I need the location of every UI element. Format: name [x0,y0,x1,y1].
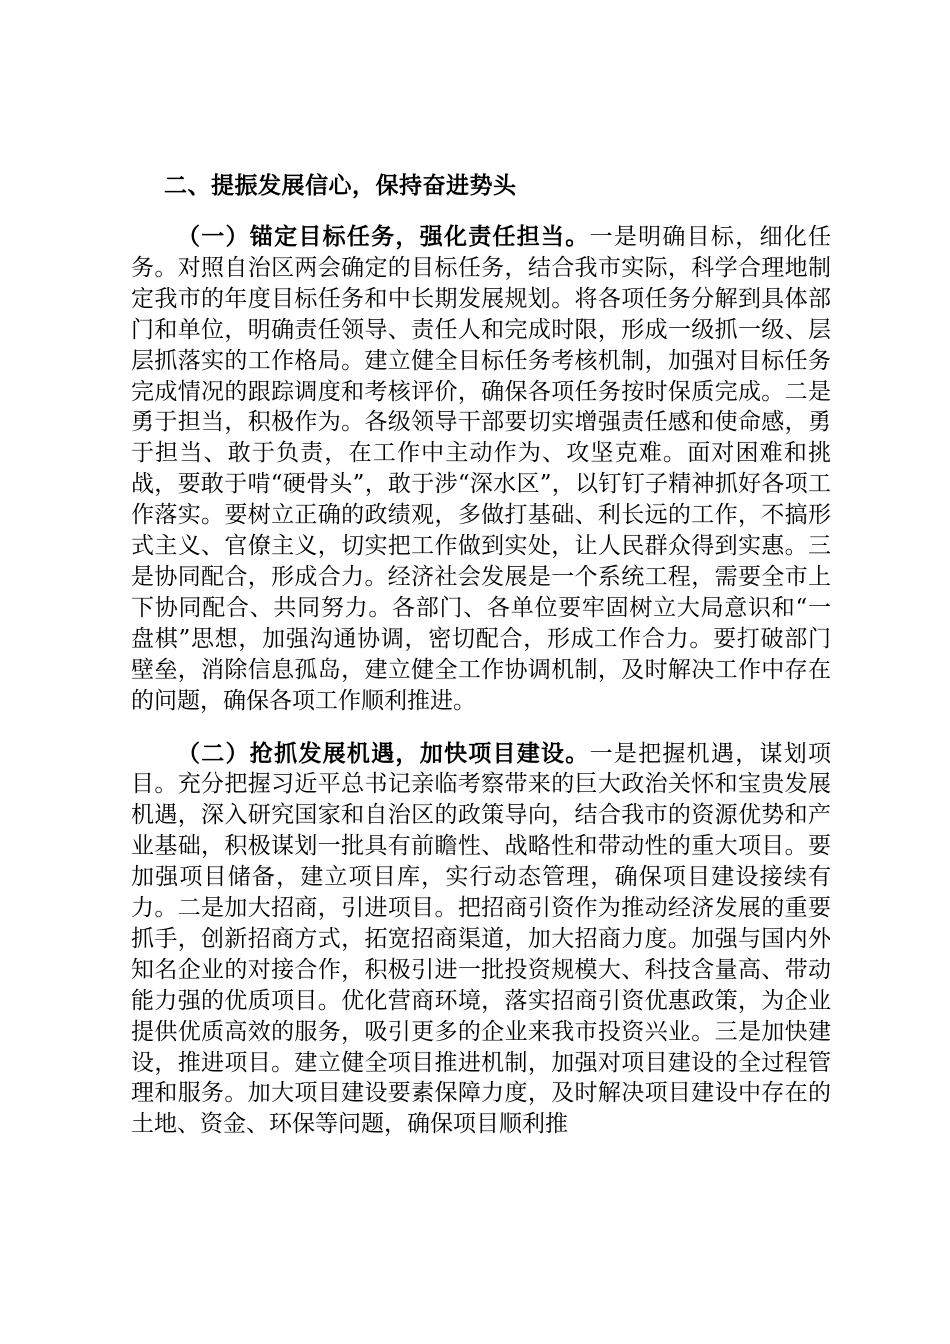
document-page [131,170,831,1140]
paragraph-1-body: 一是明确目标，细化任务。对照自治区两会确定的目标任务，结合我市实际，科学合理地制定我市的年度目标任务和中长期发展规划。将各项任务分解到具体部门和单位，明确责任领导、责任人和完成时限，形成一级抓一级、层层抓落实的工作格局。建立健全目标任务考核机制，加强对目标任务完成情况的跟踪调度和考核评价，确保各项任务按时保质完成。二是勇于担当，积极作为。各级领导干部要切实增强责任感和使命感，勇于担当、敢于负责，在工作中主动作为、攻坚克难。面对困难和挑战，要敢于啃“硬骨头”，敢于涉“深水区”，以钉钉子精神抓好各项工作落实。要树立正确的政绩观，多做打基础、利长远的工作，不搞形式主义、官僚主义，切实把工作做到实处，让人民群众得到实惠。三是协同配合，形成合力。经济社会发展是一个系统工程，需要全市上下协同配合、共同努力。各部门、各单位要牢固树立大局意识和“一盘棋”思想，加强沟通协调，密切配合，形成工作合力。要打破部门壁垒，消除信息孤岛，建立健全工作协调机制，及时解决工作中存在的问题，确保各项工作顺利推进。 [131,224,832,714]
paragraph-1 [131,222,831,717]
paragraph-1-lead: （一）锚定目标任务，强化责任担当。 [177,224,590,250]
section-heading: 二、提振发展信心，保持奋进势头 [164,173,517,199]
paragraph-2-lead: （二）抢抓发展机遇，加快项目建设。 [177,740,590,767]
paragraph-2 [131,739,831,1141]
paragraph-2-body: 一是把握机遇，谋划项目。充分把握习近平总书记亲临考察带来的巨大政治关怀和宝贵发展机遇，深入研究国家和自治区的政策导向，结合我市的资源优势和产业基础，积极谋划一批具有前瞻性、战略性和带动性的重大项目。要加强项目储备，建立项目库，实行动态管理，确保项目建设接续有力。二是加大招商，引进项目。把招商引资作为推动经济发展的重要抓手，创新招商方式，拓宽招商渠道，加大招商力度。加强与国内外知名企业的对接合作，积极引进一批投资规模大、科技含量高、带动能力强的优质项目。优化营商环境，落实招商引资优惠政策，为企业提供优质高效的服务，吸引更多的企业来我市投资兴业。三是加快建设，推进项目。建立健全项目推进机制，加强对项目建设的全过程管理和服务。加大项目建设要素保障力度，及时解决项目建设中存在的土地、资金、环保等问题，确保项目顺利推 [131,740,832,1138]
